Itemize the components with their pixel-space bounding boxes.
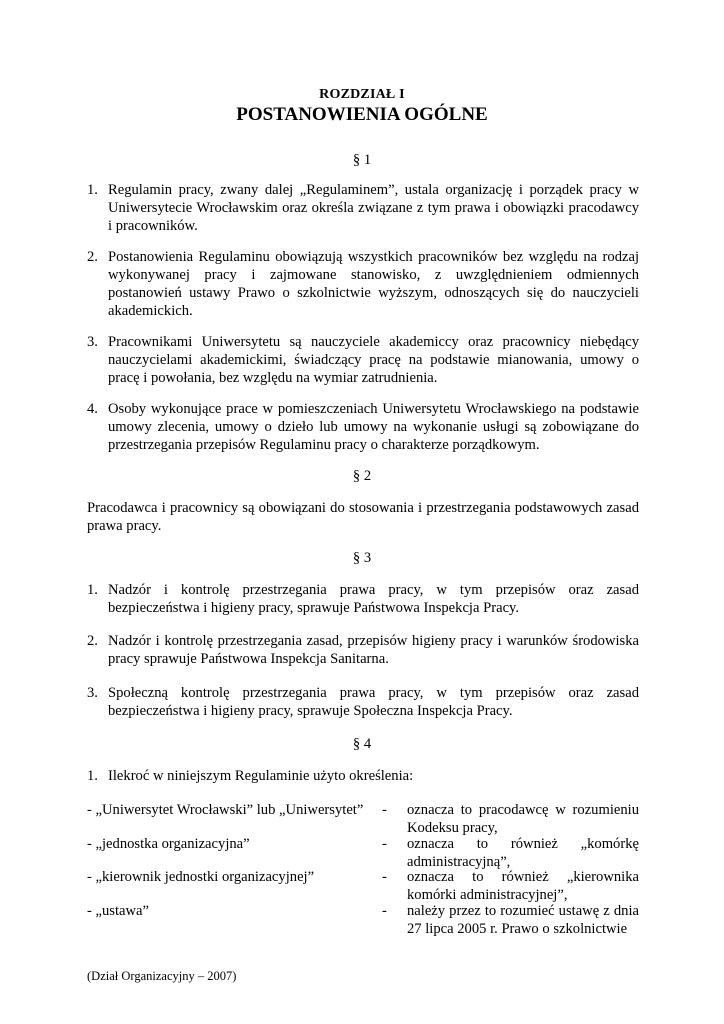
item-number: 1. [87, 582, 98, 598]
definition-dash: - [382, 903, 387, 919]
item-text: Ilekroć w niniejszym Regulaminie użyto określenia: [108, 768, 414, 784]
list-item [87, 333, 639, 387]
definition-description: należy przez to rozumieć ustawę z dnia 27 lipca 2005 r. Prawo o szkolnictwie [407, 903, 639, 937]
item-number: 4. [87, 401, 98, 417]
item-text: Osoby wykonujące prace w pomieszczeniach Uniwersytetu Wrocławskiego na podstawie umowy zlecenia, umowy o dzieło lub umowy na wykonanie usługi są zobowiązane do przestrzegania przepisów Regulaminu pracy o charakterze porządkowym. [108, 401, 639, 453]
definition-dash: - [382, 836, 387, 852]
list-item [87, 400, 639, 454]
chapter-title: POSTANOWIENIA OGÓLNE [236, 104, 488, 125]
item-text: Postanowienia Regulaminu obowiązują wszystkich pracowników bez względu na rodzaj wykonywanej pracy i zajmowane stanowisko, z uwzględnieniem odmiennych postanowień ustawy Prawo o szkolnictwie wyższym, odnoszących się do nauczycieli akademickich. [108, 249, 639, 319]
item-number: 3. [87, 334, 98, 350]
definition-description: oznacza to również „komórkę administracyjną”, [407, 836, 639, 870]
list-item [87, 181, 639, 235]
section-sign-3: § 3 [352, 550, 372, 566]
list-item [87, 248, 639, 320]
definition-row [87, 868, 639, 904]
item-number: 2. [87, 633, 98, 649]
chapter-label: ROZDZIAŁ I [319, 87, 405, 102]
item-text: Pracownikami Uniwersytetu są nauczyciele akademiccy oraz pracownicy niebędący nauczycielami akademickimi, świadczący pracę na podstawie mianowania, umowy o pracę i powołania, bez względu na wymiar zatrudnienia. [108, 334, 639, 386]
list-item [87, 581, 639, 617]
definition-term: - „kierownik jednostki organizacyjnej” [87, 869, 315, 885]
definition-description: oznacza to również „kierownika komórki administracyjnej”, [407, 869, 639, 903]
paragraph: Pracodawca i pracownicy są obowiązani do stosowania i przestrzegania podstawowych zasad prawa pracy. [87, 500, 639, 534]
item-number: 3. [87, 685, 98, 701]
item-text: Społeczną kontrolę przestrzegania prawa pracy, w tym przepisów oraz zasad bezpieczeństwa i higieny pracy, sprawuje Społeczna Inspekcja Pracy. [108, 685, 639, 719]
definition-dash: - [382, 802, 387, 818]
definition-row [87, 902, 639, 938]
definition-term: - „jednostka organizacyjna” [87, 836, 250, 852]
item-text: Nadzór i kontrolę przestrzegania zasad, przepisów higieny pracy i warunków środowiska pracy sprawuje Państwowa Inspekcja Sanitarna. [108, 633, 639, 667]
section-sign-2: § 2 [352, 468, 372, 484]
item-number: 2. [87, 249, 98, 265]
definition-row [87, 801, 639, 837]
page-footer: (Dział Organizacyjny – 2007) [87, 969, 237, 983]
definition-dash: - [382, 869, 387, 885]
section-sign-4: § 4 [352, 736, 372, 752]
item-text: Nadzór i kontrolę przestrzegania prawa pracy, w tym przepisów oraz zasad bezpieczeństwa i higieny pracy, sprawuje Państwowa Inspekcja Pracy. [108, 582, 639, 616]
definition-term: - „ustawa” [87, 903, 149, 919]
definition-description: oznacza to pracodawcę w rozumieniu Kodeksu pracy, [407, 802, 639, 836]
item-number: 1. [87, 768, 98, 784]
list-item [87, 632, 639, 668]
list-item [87, 767, 639, 785]
definition-term: - „Uniwersytet Wrocławski” lub „Uniwersytet” [87, 802, 364, 818]
list-item [87, 684, 639, 720]
definition-row [87, 835, 639, 871]
section-sign-1: § 1 [352, 152, 372, 168]
item-number: 1. [87, 182, 98, 198]
item-text: Regulamin pracy, zwany dalej „Regulaminem”, ustala organizację i porządek pracy w Uniwersytecie Wrocławskim oraz określa związane z tym prawa i obowiązki pracodawcy i pracowników. [108, 182, 639, 234]
